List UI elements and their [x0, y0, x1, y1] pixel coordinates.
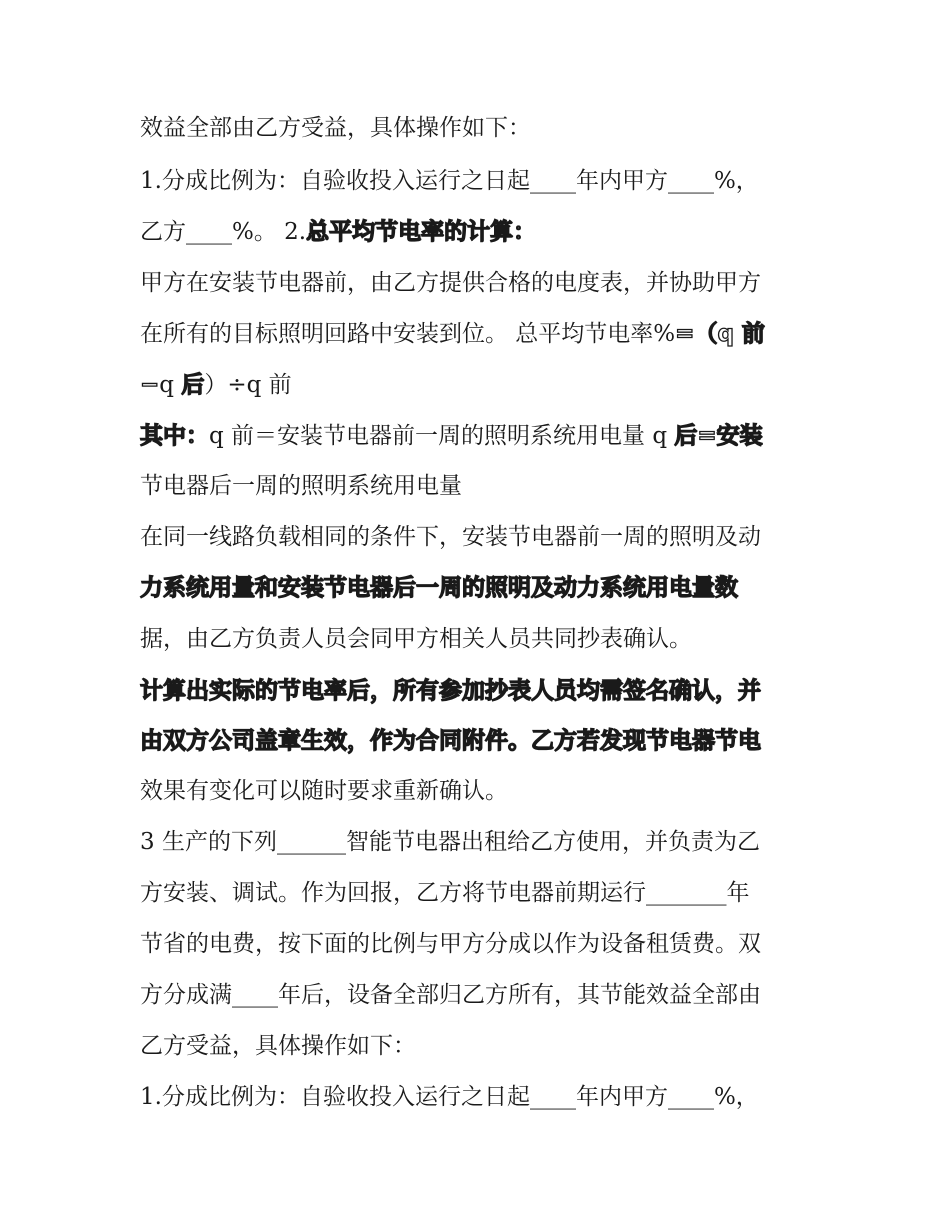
text-line [140, 217, 820, 247]
text-line [140, 726, 820, 756]
outlined-text: 安装 [716, 423, 763, 449]
outlined-text: 其中： [140, 423, 209, 449]
outlined-text: 后 [674, 423, 698, 449]
outlined-text: 计算出实际的节电率后，所有参加抄表人员均需签名确认，并 [140, 678, 761, 704]
outlined-text: 由双方公司盖章生效，作为合同附件。乙方若发现节电器节电 [140, 728, 761, 754]
text-line: 效益全部由乙方受益，具体操作如下： [140, 115, 531, 141]
outlined-text: 力系统用量和安装节电器后一周的照明及动力系统用电量数 [140, 575, 738, 601]
text-line: 效果有变化可以随时要求重新确认。 [140, 778, 508, 804]
outlined-symbol: − [140, 372, 160, 398]
text-line [140, 370, 820, 400]
text-line: 乙方受益，具体操作如下： [140, 1033, 416, 1059]
text-line [140, 676, 820, 706]
outlined-symbol: （q 前 [694, 321, 765, 347]
outlined-symbol: = [697, 423, 717, 449]
text-run: q [159, 372, 182, 398]
text-line: 据，由乙方负责人员会同甲方相关人员共同抄表确认。 [140, 626, 692, 652]
text-line [140, 319, 820, 349]
text-line: 3 生产的下列______智能节电器出租给乙方使用，并负责为乙 [140, 829, 760, 855]
text-line: 节省的电费，按下面的比例与甲方分成以作为设备租赁费。双 [140, 931, 761, 957]
outlined-symbol: 后 [181, 372, 205, 398]
text-line: 甲方在安装节电器前，由乙方提供合格的电度表，并协助甲方 [140, 270, 761, 296]
text-line: 1.分成比例为：自验收投入运行之日起____年内甲方____%， [140, 1084, 759, 1110]
text-line: 方安装、调试。作为回报，乙方将节电器前期运行_______年 [140, 880, 750, 906]
text-run: q 前＝安装节电器前一周的照明系统用电量 q [209, 423, 675, 449]
outlined-heading: 总平均节电率的计算： [306, 219, 537, 245]
text-line [140, 421, 820, 451]
text-run: 在所有的目标照明回路中安装到位。 总平均节电率% [140, 321, 676, 347]
text-line: 在同一线路负载相同的条件下，安装节电器前一周的照明及动 [140, 524, 761, 550]
outlined-symbol: = [675, 321, 695, 347]
text-line: 方分成满____年后，设备全部归乙方所有，其节能效益全部由 [140, 982, 761, 1008]
text-line: 节电器后一周的照明系统用电量 [140, 473, 462, 499]
text-run: 乙方____%。 2. [140, 219, 307, 245]
text-line [140, 573, 820, 603]
text-run: ）÷q 前 [204, 372, 292, 398]
text-line: 1.分成比例为：自验收投入运行之日起____年内甲方____%， [140, 168, 759, 194]
